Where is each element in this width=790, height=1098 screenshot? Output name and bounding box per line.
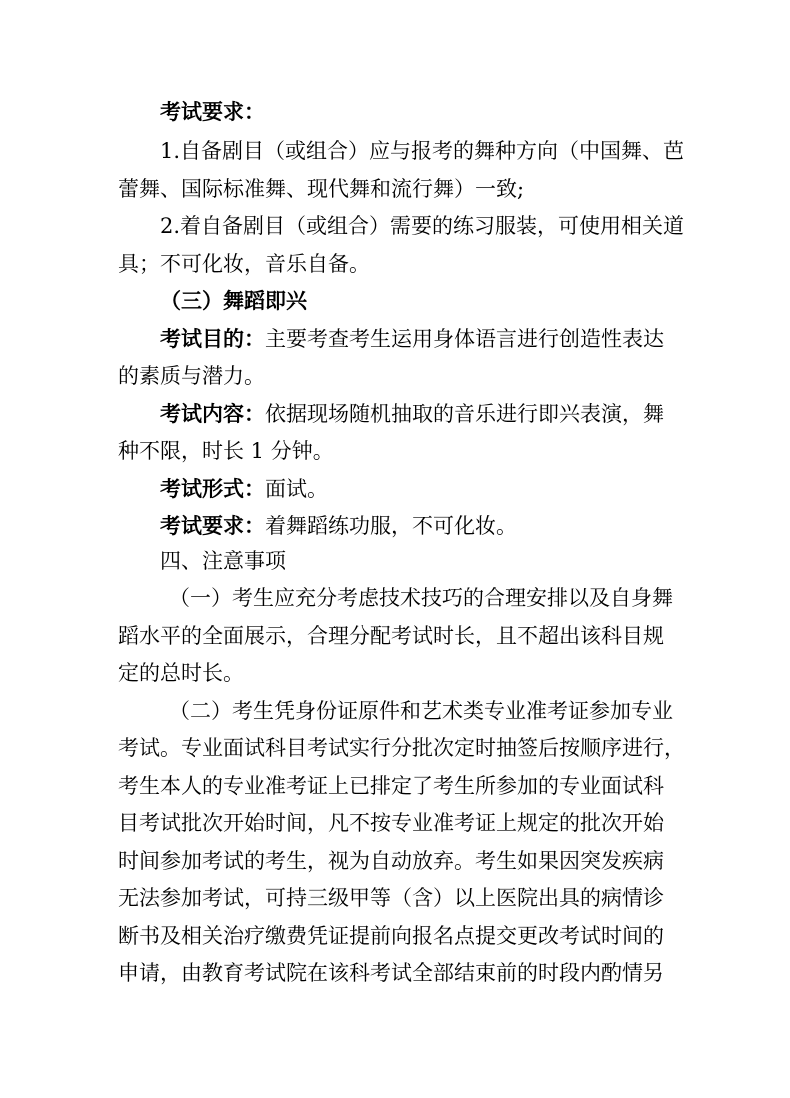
form-line: [160, 474, 328, 504]
purpose-text: 主要考查考生运用身体语言进行创造性表达: [265, 327, 664, 351]
content-line-2: 种不限，时长 1 分钟。: [118, 439, 334, 463]
req-text: 着舞蹈练功服，不可化妆。: [265, 514, 517, 538]
requirement-1-line-1: 1.自备剧目（或组合）应与报考的舞种方向（中国舞、芭: [160, 139, 685, 163]
requirement-1-line-2: 蕾舞、国际标准舞、现代舞和流行舞）一致;: [118, 177, 525, 201]
requirement-2-line-1: 2.着自备剧目（或组合）需要的练习服装，可使用相关道: [160, 214, 685, 238]
note-2-line-2: 考试。专业面试科目考试实行分批次定时抽签后按顺序进行，: [118, 736, 685, 760]
req-label: 考试要求：: [160, 513, 265, 538]
note-2-line-4: 目考试批次开始时间，凡不按专业准考证上规定的批次开始: [118, 811, 664, 835]
exam-requirements-heading: 考试要求：: [160, 99, 265, 124]
purpose-label: 考试目的：: [160, 326, 265, 351]
note-2-line-5: 时间参加考试的考生，视为自动放弃。考生如果因突发疾病: [118, 849, 664, 873]
req-line: [160, 511, 517, 541]
purpose-line-1: [160, 324, 664, 354]
form-text: 面试。: [265, 477, 328, 501]
note-2-line-3: 考生本人的专业准考证上已排定了考生所参加的专业面试科: [118, 774, 664, 798]
notes-section-title: 四、注意事项: [160, 549, 286, 573]
note-2-line-8: 申请，由教育考试院在该科考试全部结束前的时段内酌情另: [118, 961, 664, 985]
section-3-title: （三）舞蹈即兴: [160, 288, 307, 313]
note-2-line-6: 无法参加考试，可持三级甲等（含）以上医院出具的病情诊: [118, 886, 664, 910]
note-1-line-1: （一）考生应充分考虑技术技巧的合理安排以及自身舞: [169, 586, 673, 610]
requirement-2-line-2: 具；不可化妆，音乐自备。: [118, 252, 370, 276]
form-label: 考试形式：: [160, 476, 265, 501]
purpose-line-2: 的素质与潜力。: [118, 364, 265, 388]
note-1-line-2: 蹈水平的全面展示，合理分配考试时长，且不超出该科目规: [118, 624, 664, 648]
note-2-line-1: （二）考生凭身份证原件和艺术类专业准考证参加专业: [169, 699, 673, 723]
content-line-1: [160, 399, 664, 429]
content-label: 考试内容：: [160, 401, 265, 426]
content-text: 依据现场随机抽取的音乐进行即兴表演，舞: [265, 402, 664, 426]
note-1-line-3: 定的总时长。: [118, 661, 244, 685]
note-2-line-7: 断书及相关治疗缴费凭证提前向报名点提交更改考试时间的: [118, 924, 664, 948]
